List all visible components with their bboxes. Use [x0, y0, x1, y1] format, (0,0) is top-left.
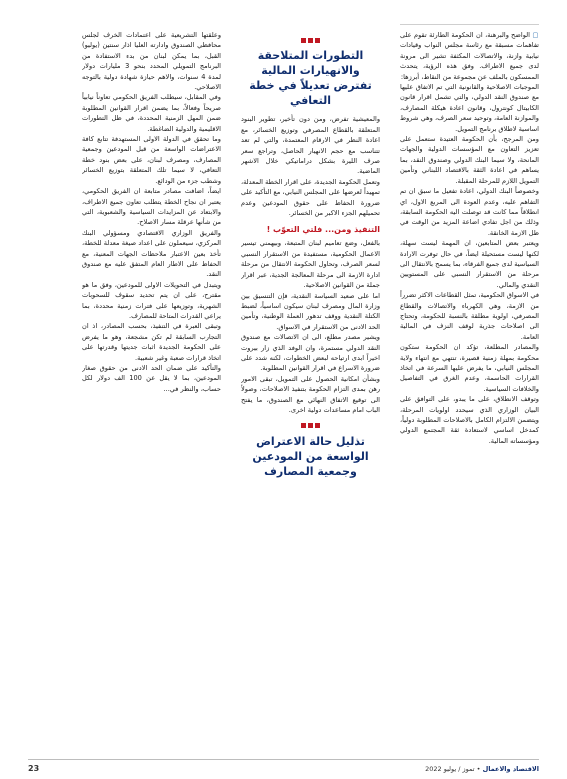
paragraph: ومن المرجح، بأن الحكومة العتيدة ستعمل على تعزيز التعاون مع المؤسسات الدولية والجهات المانحة، ولا سيما البنك الدولي وصندوق النقد، بما يساهم في اعادة الثقة بالاقتصاد اللبناني وتأمين التمويل اللازم للمرحلة المقبلة. [400, 135, 539, 185]
paragraph: الموجبات الاصلاحية والقانونية التي تم الاتفاق عليها مع صندوق النقد الدولي، والتي تشمل اقرار قانون الكابيتال كونترول، وقانون اعادة هيكلة المصارف، والموازنة العامة، وتوحيد سعر الصرف، وهي شروط اساسية لاطلاق برنامج التمويل. [400, 83, 539, 133]
paragraph: في الاسواق الحكومية، تمثل القطاعات الاكثر تضرراً من الازمة، وهي الكهرباء والاتصالات والقطاع المصرفي، اولوية مطلقة بالنسبة للحكومة، وتحتاج الى اصلاحات جذرية لوقف النزف في المالية العامة. [400, 291, 539, 341]
paragraph: ▢ الواضح والبرهنة، ان الحكومة الطارئة تقوم على تفاهمات مسبقة مع رئاسة مجلس النواب وقيادات نيابية وازنة، والاتصالات المكثفة تشير الى مرونة لدى جميع الاطراف. وفق هذه الرؤية، يتحدث الممسكون بالملف عن مجموعة من النقاط، أبرزها: [400, 31, 539, 81]
paragraph: وفي المقابل، سيطلب الفريق الحكومي تعاوناً نيابياً صريحاً وفعالاً، بما يضمن اقرار القوانين المطلوبة ضمن المهل الزمنية المحددة، في ظل التطورات الاقليمية والدولية الضاغطة. [82, 93, 221, 133]
paragraph: ايضاً، اضافت مصادر متابعة ان الفريق الحكومي، يعتبر ان نجاح الخطة يتطلب تعاون جميع الاطراف، والابتعاد عن المزايدات السياسية والشعبوية، التي من شأنها عرقلة مسار الاصلاح. [82, 187, 221, 227]
paragraph: ويشير مصدر مطلع، الى ان الاتصالات مع صندوق النقد الدولي مستمرة، وان الوفد الذي زار بيروت اخيراً ابدى ارتياحه لبعض الخطوات، لكنه شدد على ضرورة الاسراع في اقرار القوانين المطلوبة. [241, 333, 380, 373]
publication-info [425, 763, 539, 775]
section-divider-squares [241, 421, 380, 431]
footer-rule [28, 759, 539, 760]
issue-date: • تموز / يوليو 2022 [425, 765, 481, 773]
page-footer [28, 763, 539, 775]
paragraph: اما على صعيد السياسة النقدية، فإن التنسيق بين وزارة المال ومصرف لبنان سيكون اساسياً، لضبط الكتلة النقدية ووقف تدهور العملة الوطنية، وتأمين الحد الادنى من الاستقرار في الاسواق. [241, 291, 380, 331]
paragraph: ويتبدل في التحويلات الاولى للمودعين، وفق ما هو مقترح، على ان يتم تحديد سقوف للسحوبات الشهرية، وتوزيعها على فترات زمنية محددة، بما يراعي القدرات المتاحة للمصارف. [82, 280, 221, 320]
paragraph: والمعيشية تفرض، ومن دون تأخير، تطوير البنود المتعلقة بالقطاع المصرفي وتوزيع الخسائر، مع اعادة النظر في الارقام المعتمدة، والتي لم تعد تتناسب مع حجم الانهيار الحاصل، وتراجع سعر صرف الليرة بشكل دراماتيكي خلال الاشهر الماضية. [241, 115, 380, 176]
section-divider-squares [241, 36, 380, 46]
left-column [82, 30, 221, 760]
paragraph: ويعتبر بعض المتابعين، ان المهمة ليست سهلة، لكنها ليست مستحيلة ايضاً، في حال توفرت الارادة السياسية لدى جميع الفرقاء، بما يسمح بالانتقال الى مرحلة من الاستقرار النسبي على المستويين النقدي والمالي. [400, 239, 539, 289]
paragraph: والتأكيد على ضمان الحد الادنى من حقوق صغار المودعين، بما لا يقل عن 100 الف دولار لكل حساب، والنظر في... [82, 364, 221, 393]
paragraph: وبشأن امكانية الحصول على التمويل، تبقى الامور رهن بمدى التزام الحكومة بتنفيذ الاصلاحات، وصولاً الى توقيع الاتفاق النهائي مع الصندوق، ما يفتح الباب امام مساعدات دولية اخرى. [241, 374, 380, 414]
article-headline: التطورات المتلاحقة والانهيارات المالية تفترض تعديلاً في خطة التعافي [249, 49, 372, 108]
paragraph: وخصوصاً البنك الدولي، اعادة تفعيل ما سبق ان تم التفاهم عليه، وعدم العودة الى المربع الاول، اي انطلاقاً مما كانت قد توصلت اليه الحكومة السابقة، وذلك من اجل تفادي اضاعة المزيد من الوقت في ظل الازمة الخانقة. [400, 187, 539, 237]
publication-name: الاقتصاد والاعمال [482, 765, 539, 773]
paragraph: وتبقى العبرة في التنفيذ، بحسب المصادر، اذ ان التجارب السابقة لم تكن مشجعة، وهو ما يفرض على الحكومة الجديدة اثبات جديتها وقدرتها على اتخاذ قرارات صعبة وغير شعبية. [82, 322, 221, 362]
square-bullet-icon: ▢ [532, 31, 539, 39]
paragraph: وعلقتها التشريعية على اعتمادات الخرف لجلس محافظي الصندوق وادارته العليا اذار سنتين (يوليو) القبل، بما يمكن لبنان من بدء الاستفادة من البرنامج التمويلي المحدد بنحو 3 مليارات دولار لمدة 4 سنوات، والاهم حيازة شهادة دولية بالتوجه الاصلاحي. [82, 31, 221, 92]
top-rule [400, 24, 539, 25]
paragraph: وتعمل الحكومة الجديدة، على اقرار الخطة المعدلة، تمهيداً لعرضها على المجلس النيابي، مع التأكيد على ضرورة الحفاظ على حقوق المودعين وعدم تحميلهم الجزء الاكبر من الخسائر. [241, 177, 380, 218]
paragraph: والفريق الوزاري الاقتصادي ومسؤولي البنك المركزي، سيعملون على اعداد صيغة معدلة للخطة، تأخذ بعين الاعتبار ملاحظات الجهات المعنية، مع الحفاظ على الاطار العام المتفق عليه مع صندوق النقد. [82, 228, 221, 279]
pull-quote-headline: تذليل حالة الاعتراض الواسعة من المودعين وجمعية المصارف [252, 434, 369, 478]
paragraph: وما تحقق في الدولة الاولى المستهدفة تتابع كافة الاعتراضات الواسعة من قبل المودعين وجمعية المصارف، ومصرف لبنان، على بعض بنود خطة التعافي، لا سيما تلك المتعلقة بتوزيع الخسائر وشطب جزء من الودائع. [82, 135, 221, 185]
middle-column [241, 30, 380, 760]
paragraph: وتوقف الانطلاق، على ما يبدو، على التوافق على البيان الوزاري الذي سيحدد اولويات المرحلة، ويتضمن الالتزام الكامل بالاصلاحات المطلوبة دولياً، كمدخل اساسي لاستعادة ثقة المجتمع الدولي ومؤسساته المالية. [400, 395, 539, 445]
right-column [400, 30, 539, 760]
section-subhead: التنفيذ ومن... فلتي التعوّب ! [266, 225, 380, 235]
paragraph: والمصادر المطلعة، تؤكد ان الحكومة ستكون محكومة بمهلة زمنية قصيرة، تنتهي مع انتهاء ولاية المجلس النيابي، ما يفرض عليها السرعة في اتخاذ القرارات الحاسمة، وعدم الغرق في التفاصيل والخلافات السياسية. [400, 343, 539, 393]
page-number: 23 [28, 764, 40, 773]
paragraph: بالفعل، وضع تعاميم لبنان المتبعة، وبيهمني تيسير الاعمال الحكومية، مستفيدة من الاستقرار النسبي لسعر الصرف، وتحاول الحكومة الانتقال من مرحلة ادارة الازمة الى مرحلة المعالجة الجدية، عبر اقرار جملة من القوانين الاصلاحية. [241, 239, 380, 290]
